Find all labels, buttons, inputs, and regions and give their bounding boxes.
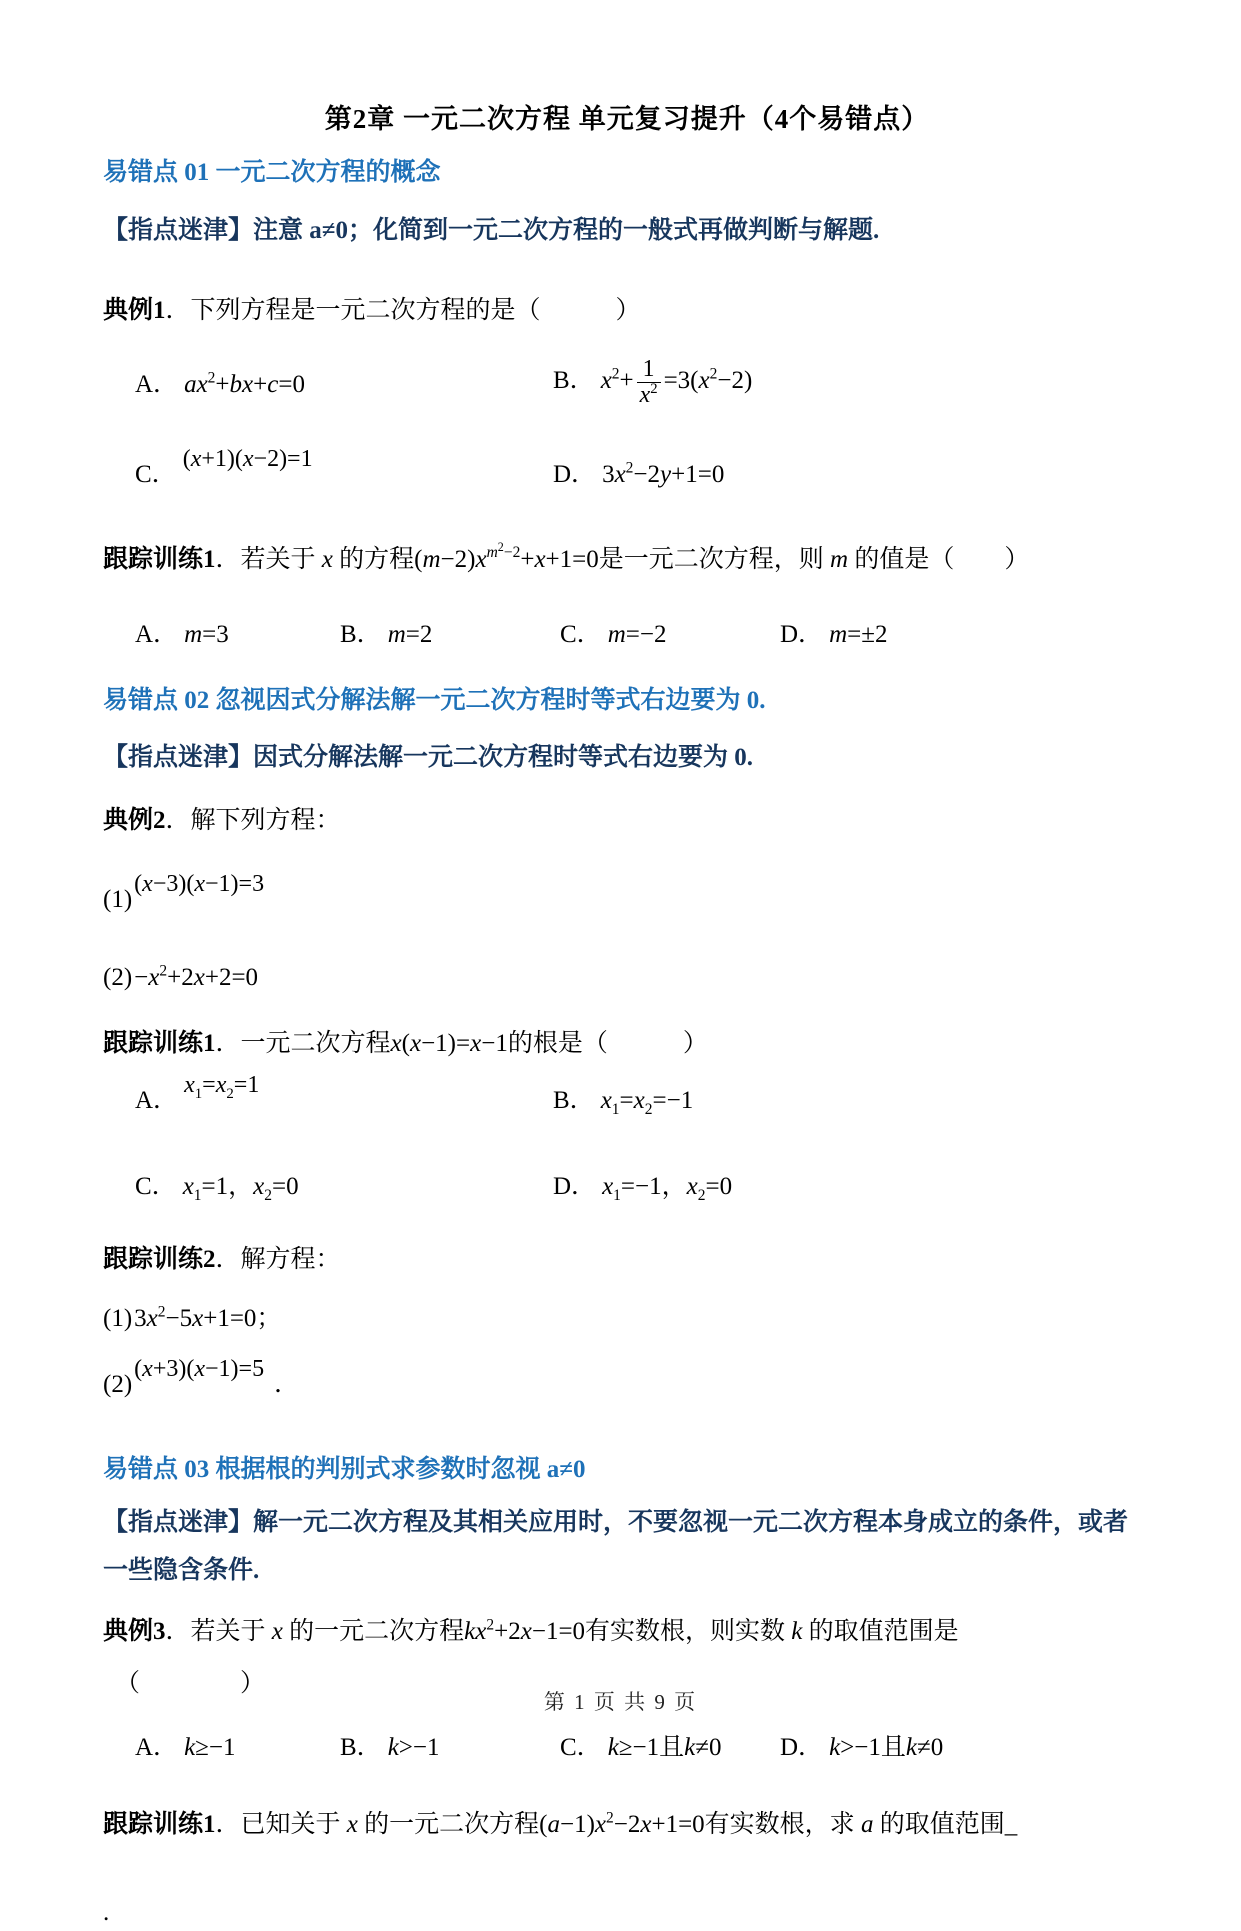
example1-option-d [553,454,1151,490]
option-c-label: C． [560,620,602,648]
track2-2-item-1 [103,1301,1151,1337]
example3-option-a [135,1727,340,1763]
example3-text: ．若关于 x 的一元二次方程$kx^2+2x-1=0$有实数根，则实数 k 的取值范围是 [165,1616,959,1646]
track2-1-option-b [553,1080,1151,1119]
example2-label: 典例2 [103,807,166,835]
option-c-formula: m=−2 [607,620,667,648]
track2-2-label: 跟踪训练2 [103,1246,216,1274]
section2-tip: 【指点迷津】因式分解法解一元二次方程时等式右边要为 0. [103,743,754,771]
track3-1-label: 跟踪训练1 [103,1810,216,1838]
item-formula: $3x^2-5x+1=0$； [134,1303,282,1332]
option-b-label: B． [553,1087,595,1115]
item-number: (1) [103,1304,133,1332]
item-number: (2) [103,1370,133,1398]
track1-1-option-d [780,614,887,650]
example2-text: ．解下列方程： [165,807,341,835]
example1-question [103,293,1151,329]
track3-1-question [103,1807,1151,1843]
section3-heading: 易错点 03 根据根的判别式求参数时忽视 a≠0 [103,1456,586,1484]
option-a-formula: $x_1=x_2=1$ [184,1072,260,1103]
option-a-formula: m=3 [184,620,229,648]
track2-2-text: ．解方程： [215,1246,341,1274]
section3-tip: 【指点迷津】解一元二次方程及其相关应用时，不要忽视一元二次方程本身成立的条件，或者一些隐含条件. [103,1509,1129,1584]
track2-1-option-c [135,1166,553,1205]
item-suffix: ． [274,1370,300,1398]
track2-2-item-2 [103,1355,1151,1403]
option-a-label: A． [135,1087,179,1115]
track2-1-question [103,1026,1151,1062]
option-d-formula: k>−1且k≠0 [829,1733,944,1761]
section1-tip: 【指点迷津】注意 a≠0；化简到一元二次方程的一般式再做判断与解题. [103,217,880,244]
section1-heading: 易错点 01 一元二次方程的概念 [103,159,441,186]
option-d-label: D． [553,1173,597,1201]
track3-1-period: . [103,1898,110,1926]
track1-1-question [103,542,1151,578]
example3-option-b [340,1727,560,1763]
item-number: (1) [103,885,133,913]
option-b-formula: $x_1=x_2=-1$ [600,1087,694,1119]
option-a-label: A． [135,620,179,648]
option-d-formula: $3x^2-2y+1=0$ [602,459,725,488]
page-footer: 第 1 页 共 9 页 [543,1690,698,1714]
track2-1-option-d [553,1166,1151,1205]
option-b-label: B． [340,620,382,648]
example2-question [103,803,1151,839]
example1-option-b [553,357,1151,408]
track1-1-options [135,614,1151,650]
example1-options [135,357,1151,490]
option-d-label: D． [780,620,824,648]
item-formula: (x−3)(x−1)=3 [134,870,265,897]
track2-2-question [103,1242,1151,1278]
section2-heading: 易错点 02 忽视因式分解法解一元二次方程时等式右边要为 0. [103,686,766,714]
page-title: 第2章 一元二次方程 单元复习提升（4个易错点） [324,104,930,134]
option-c-formula: k≥−1且k≠0 [607,1733,722,1761]
option-c-label: C． [560,1733,602,1761]
track1-1-option-b [340,614,560,650]
option-d-label: D． [780,1733,824,1761]
option-d-label: D． [553,460,597,488]
option-b-formula: $x^2+$ $\frac{1}{x^2}$ $=3(x^2-2)$ [600,355,753,408]
example3-answer-blank: （ ） [115,1670,266,1698]
option-a-formula: k≥−1 [184,1733,236,1761]
option-c-formula: $x_1=1$，$x_2=0$ [182,1173,299,1205]
example3-label: 典例3 [103,1618,166,1646]
example1-label: 典例1 [103,296,166,324]
example3-question [103,1614,1151,1650]
option-b-formula: m=2 [387,620,433,648]
track1-1-text: ．若关于 x 的方程$(m-2)x^{m^2-2}+x+1=0$是一元二次方程，则 m 的值是（ ） [215,540,1030,573]
option-a-label: A． [135,1733,179,1761]
option-c-formula: (x+1)(x−2)=1 [182,445,313,472]
track1-1-option-c [560,614,780,650]
track2-1-options [135,1072,1151,1205]
option-c-label: C． [135,460,177,488]
track2-1-option-a [135,1072,553,1116]
option-a-label: A． [135,371,179,399]
track3-1-text: ．已知关于 x 的一元二次方程$(a-1)x^2-2x+1=0$有实数根，求 a 的取值范围_ [215,1809,1018,1838]
track1-1-option-a [135,614,340,650]
option-b-formula: k>−1 [387,1733,440,1761]
example3-options [135,1727,1151,1763]
example1-option-c [135,445,553,490]
item-formula: $-x^2+2x+2=0$ [134,962,259,991]
example1-text: ．下列方程是一元二次方程的是（ ） [165,296,641,324]
option-d-formula: $x_1=-1$，$x_2=0$ [602,1173,733,1205]
example3-option-c [560,1727,780,1763]
track2-1-label: 跟踪训练1 [103,1030,216,1058]
option-c-label: C． [135,1173,177,1201]
example2-item-2 [103,960,1151,996]
option-b-label: B． [553,366,595,394]
option-a-formula: $ax^2+bx+c=0$ [184,369,305,399]
option-d-formula: m=±2 [829,620,888,648]
track1-1-label: 跟踪训练1 [103,545,216,573]
item-number: (2) [103,963,133,991]
example2-item-1 [103,870,1151,918]
example3-option-d [780,1727,943,1763]
track2-1-text: ．一元二次方程x(x−1)=x−1的根是（ ） [215,1030,708,1058]
example1-option-a [135,364,553,400]
item-formula: (x+3)(x−1)=5 [134,1355,265,1382]
option-b-label: B． [340,1733,382,1761]
